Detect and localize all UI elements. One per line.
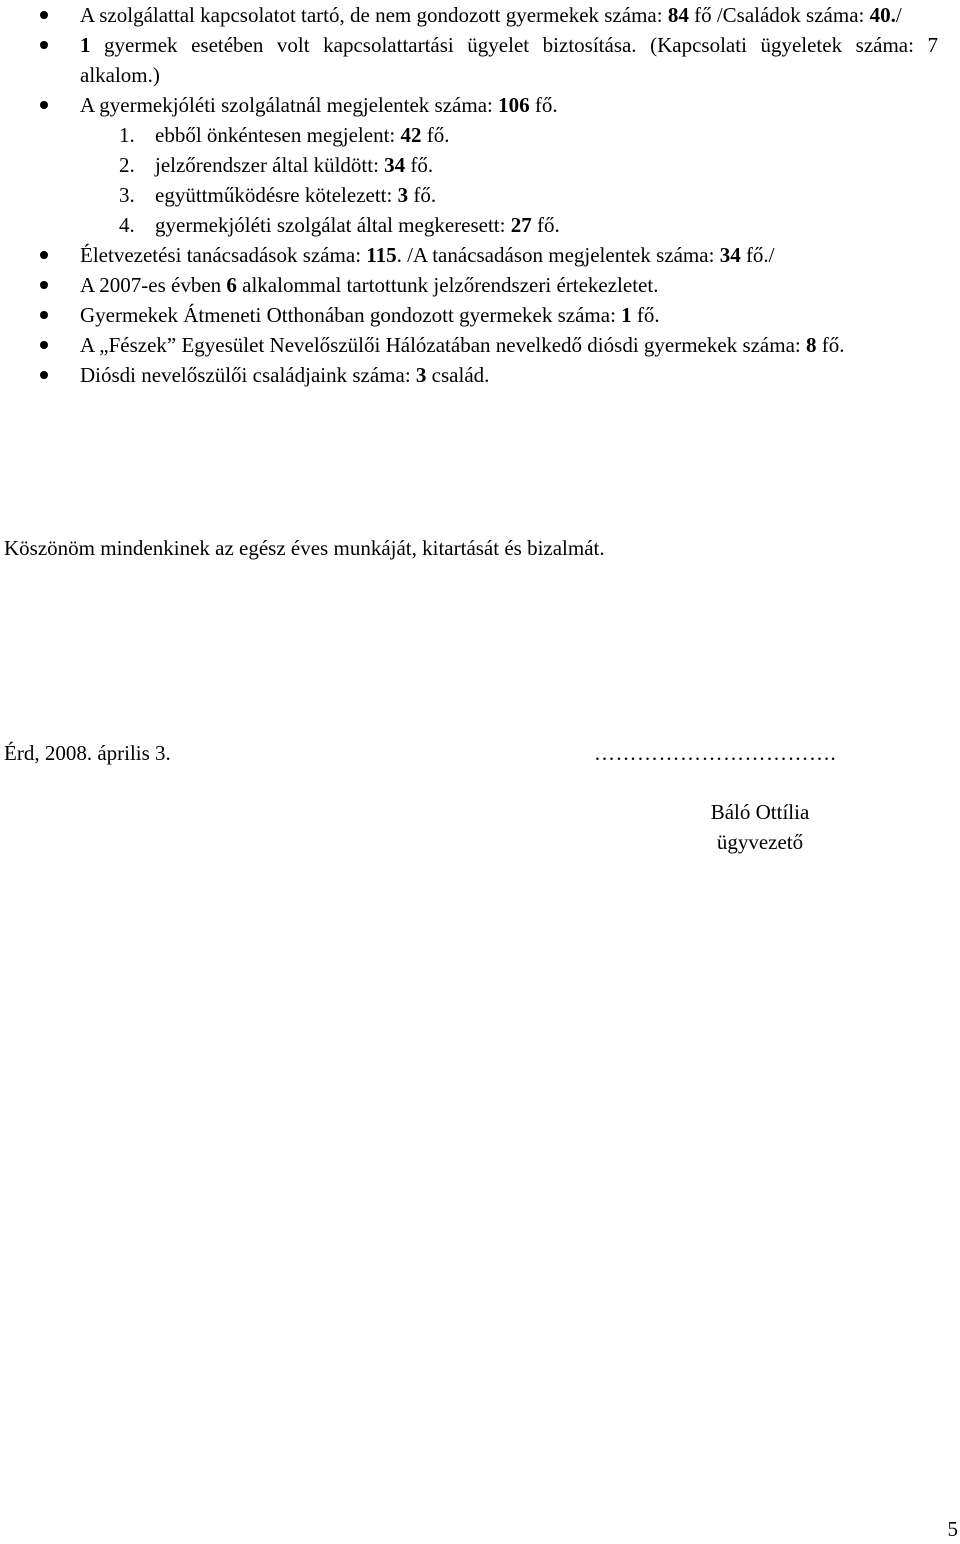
item-value: 34 bbox=[384, 153, 406, 177]
item-value: 3 bbox=[415, 363, 427, 387]
item-value: 34 bbox=[719, 243, 741, 267]
item-text: Diósdi nevelőszülői családjaink száma: bbox=[80, 363, 416, 387]
item-text: fő /Családok száma: bbox=[688, 3, 870, 27]
signer-title: ügyvezető bbox=[716, 830, 804, 854]
bullet-icon bbox=[40, 251, 48, 259]
item-value: 42 bbox=[400, 123, 422, 147]
list-item bbox=[0, 360, 960, 390]
item-text: fő. bbox=[408, 183, 437, 207]
thanks-paragraph: Köszönöm mindenkinek az egész éves munkáját, kitartását és bizalmát. bbox=[4, 536, 605, 560]
item-text: Gyermekek Átmeneti Otthonában gondozott gyermekek száma: bbox=[80, 303, 622, 327]
item-text: Életvezetési tanácsadások száma: bbox=[80, 243, 367, 267]
item-value: 8 bbox=[806, 333, 817, 357]
item-value: 6 bbox=[226, 273, 237, 297]
sub-list-item bbox=[0, 210, 960, 240]
item-text: család. bbox=[426, 363, 490, 387]
item-value: 27 bbox=[510, 213, 532, 237]
bullet-icon bbox=[40, 341, 48, 349]
place-date: Érd, 2008. április 3. bbox=[4, 741, 171, 765]
item-text: alkalommal tartottunk jelzőrendszeri értekezletet. bbox=[236, 273, 659, 297]
bullet-icon bbox=[40, 101, 48, 109]
item-text: fő./ bbox=[740, 243, 775, 267]
item-text: fő. bbox=[405, 153, 434, 177]
sub-list-item bbox=[0, 180, 960, 210]
bullet-icon bbox=[40, 41, 48, 49]
item-text: A gyermekjóléti szolgálatnál megjelentek száma: bbox=[80, 93, 499, 117]
item-value: 1 bbox=[80, 33, 91, 57]
item-text: fő. bbox=[816, 333, 845, 357]
signer-name: Báló Ottília bbox=[710, 800, 810, 824]
item-text: A „Fészek” Egyesület Nevelőszülői Hálózatában nevelkedő diósdi gyermekek száma: bbox=[80, 333, 806, 357]
item-text: A 2007-es évben bbox=[80, 273, 227, 297]
statistics-list bbox=[0, 0, 960, 390]
list-item bbox=[0, 270, 960, 300]
item-text: fő. bbox=[529, 93, 558, 117]
bullet-icon bbox=[40, 281, 48, 289]
item-text: gyermek esetében volt kapcsolattartási ügyelet biztosítása. (Kapcsolati ügyeletek száma: 7 alkalom.) bbox=[80, 33, 938, 87]
item-text: gyermekjóléti szolgálat által megkeresett: bbox=[155, 213, 511, 237]
sub-list-item bbox=[0, 120, 960, 150]
item-value: 3 bbox=[397, 183, 409, 207]
list-item bbox=[0, 30, 960, 90]
sub-list-item bbox=[0, 150, 960, 180]
bullet-icon bbox=[40, 11, 48, 19]
sub-item-number: 4. bbox=[119, 213, 135, 237]
list-item bbox=[0, 240, 960, 270]
signature-block bbox=[640, 797, 880, 857]
sub-item-number: 2. bbox=[119, 153, 135, 177]
item-text: . /A tanácsadáson megjelentek száma: bbox=[396, 243, 720, 267]
list-item bbox=[0, 0, 960, 30]
item-value: 40. bbox=[869, 3, 896, 27]
item-text: fő. bbox=[531, 213, 560, 237]
list-item bbox=[0, 300, 960, 330]
sub-item-number: 3. bbox=[119, 183, 135, 207]
signature-line: ……………………………. bbox=[594, 741, 837, 765]
page-number: 5 bbox=[947, 1517, 958, 1541]
item-text: jelzőrendszer által küldött: bbox=[155, 153, 385, 177]
item-text: ebből önkéntesen megjelent: bbox=[155, 123, 401, 147]
bullet-icon bbox=[40, 311, 48, 319]
item-text: együttműködésre kötelezett: bbox=[155, 183, 398, 207]
item-text: A szolgálattal kapcsolatot tartó, de nem gondozott gyermekek száma: bbox=[80, 3, 668, 27]
item-value: 84 bbox=[667, 3, 689, 27]
item-value: 1 bbox=[621, 303, 632, 327]
sub-item-number: 1. bbox=[119, 123, 135, 147]
item-value: 115 bbox=[366, 243, 397, 267]
item-value: 106 bbox=[498, 93, 530, 117]
list-item bbox=[0, 330, 960, 360]
item-text: fő. bbox=[421, 123, 450, 147]
item-text: fő. bbox=[631, 303, 660, 327]
list-item bbox=[0, 90, 960, 120]
item-text: / bbox=[895, 3, 902, 27]
bullet-icon bbox=[40, 371, 48, 379]
